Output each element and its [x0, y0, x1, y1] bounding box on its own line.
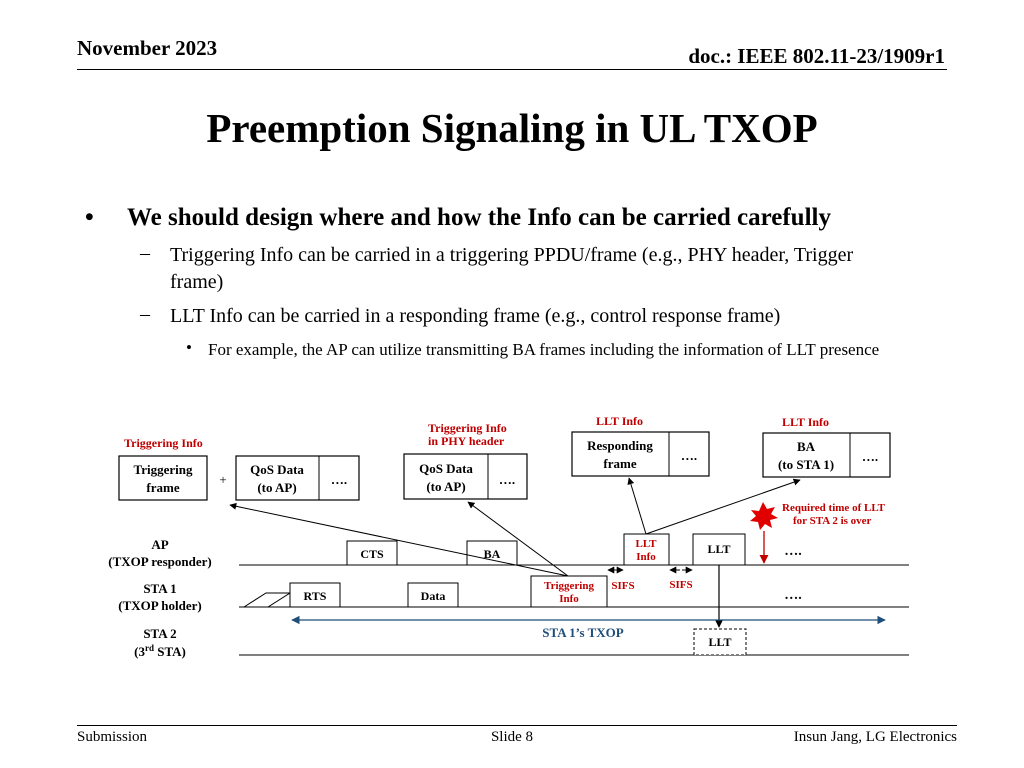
- callout4-box-line1: BA: [796, 439, 816, 454]
- callout3-box-line1: Responding: [587, 438, 653, 453]
- sta1-dots: ….: [784, 588, 802, 603]
- callout1-box1-line1: Triggering: [133, 462, 193, 477]
- callout1-dots: ….: [330, 472, 348, 487]
- bullet-dash: –: [140, 303, 150, 325]
- callout2-label-line1: Triggering Info: [428, 421, 507, 435]
- callout1-box1-line2: frame: [146, 480, 180, 495]
- plus-sign: +: [219, 472, 227, 487]
- trig-label-line2: Info: [559, 593, 579, 605]
- callout-responding-frame: [572, 414, 709, 476]
- rts-label: RTS: [303, 589, 327, 603]
- footer-submission: Submission: [77, 729, 148, 745]
- sta1-label-line1: STA 1: [143, 581, 177, 596]
- sta2-label-line1: STA 2: [143, 626, 177, 641]
- callout1-box2-line2: (to AP): [257, 480, 297, 495]
- footer-divider: [77, 725, 957, 726]
- footer-slide-number: Slide 8: [490, 729, 534, 745]
- cts-label: CTS: [360, 547, 384, 561]
- ba-label: BA: [483, 547, 501, 561]
- callout1-box2-line1: QoS Data: [250, 462, 304, 477]
- llt-info-line2: Info: [636, 551, 656, 563]
- callout3-box-line2: frame: [603, 456, 637, 471]
- callout-ba-to-sta1: [763, 415, 890, 477]
- callout4-label: LLT Info: [782, 415, 830, 429]
- bullet-dot: •: [186, 338, 192, 357]
- callout2-label-line2: in PHY header: [428, 434, 505, 448]
- bullet-subsub-1-text: For example, the AP can utilize transmitting BA frames including the information of LLT presence: [208, 340, 880, 359]
- bullet-dot: •: [85, 204, 94, 231]
- bullet-dash: –: [140, 242, 150, 264]
- header-doc-id: doc.: IEEE 802.11-23/1909r1: [688, 44, 945, 68]
- sta1-label-line2: (TXOP holder): [118, 598, 202, 613]
- slide-title: Preemption Signaling in UL TXOP: [206, 105, 818, 151]
- ap-label-line2: (TXOP responder): [108, 554, 212, 569]
- callout4-dots: ….: [861, 449, 879, 464]
- llt-sta2-label: LLT: [708, 635, 732, 649]
- llt-info-line1: LLT: [635, 538, 657, 550]
- data-label: Data: [420, 589, 446, 603]
- required-text-line1: Required time of LLT: [782, 502, 885, 514]
- callout3-label: LLT Info: [596, 414, 644, 428]
- ap-label-line1: AP: [151, 537, 169, 552]
- bullet-sub-2-text: LLT Info can be carried in a responding frame (e.g., control response frame): [170, 305, 781, 327]
- trig-label-line1: Triggering: [544, 580, 594, 592]
- alert-burst-icon: [750, 502, 778, 530]
- sta2-label-line2: (3rd STA): [134, 643, 186, 659]
- callout4-box-line2: (to STA 1): [777, 457, 835, 472]
- callout3-dots: ….: [680, 448, 698, 463]
- sifs-2-label: SIFS: [669, 579, 693, 591]
- header-date: November 2023: [77, 36, 218, 60]
- pre-rts-shape: [244, 593, 290, 607]
- required-text-line2: for STA 2 is over: [793, 515, 872, 527]
- sifs-1-label: SIFS: [611, 580, 635, 592]
- callout1-label: Triggering Info: [124, 436, 203, 450]
- bullet-sub-1-text: Triggering Info can be carried in a triggering PPDU/frame (e.g., PHY header, Trigger frame): [170, 244, 854, 293]
- row-labels: [108, 537, 211, 659]
- callout-phy-header: [404, 421, 527, 499]
- ap-dots: ….: [784, 544, 802, 559]
- llt-ap-label: LLT: [707, 542, 731, 556]
- bullet-main-text: We should design where and how the Info can be carried carefully: [127, 204, 831, 231]
- callout2-box-line2: (to AP): [426, 479, 466, 494]
- footer-author: Insun Jang, LG Electronics: [793, 729, 957, 745]
- txop-label: STA 1’s TXOP: [542, 625, 624, 640]
- callout-triggering-frame: [119, 436, 359, 500]
- callout2-box-line1: QoS Data: [419, 461, 473, 476]
- callout2-dots: ….: [498, 472, 516, 487]
